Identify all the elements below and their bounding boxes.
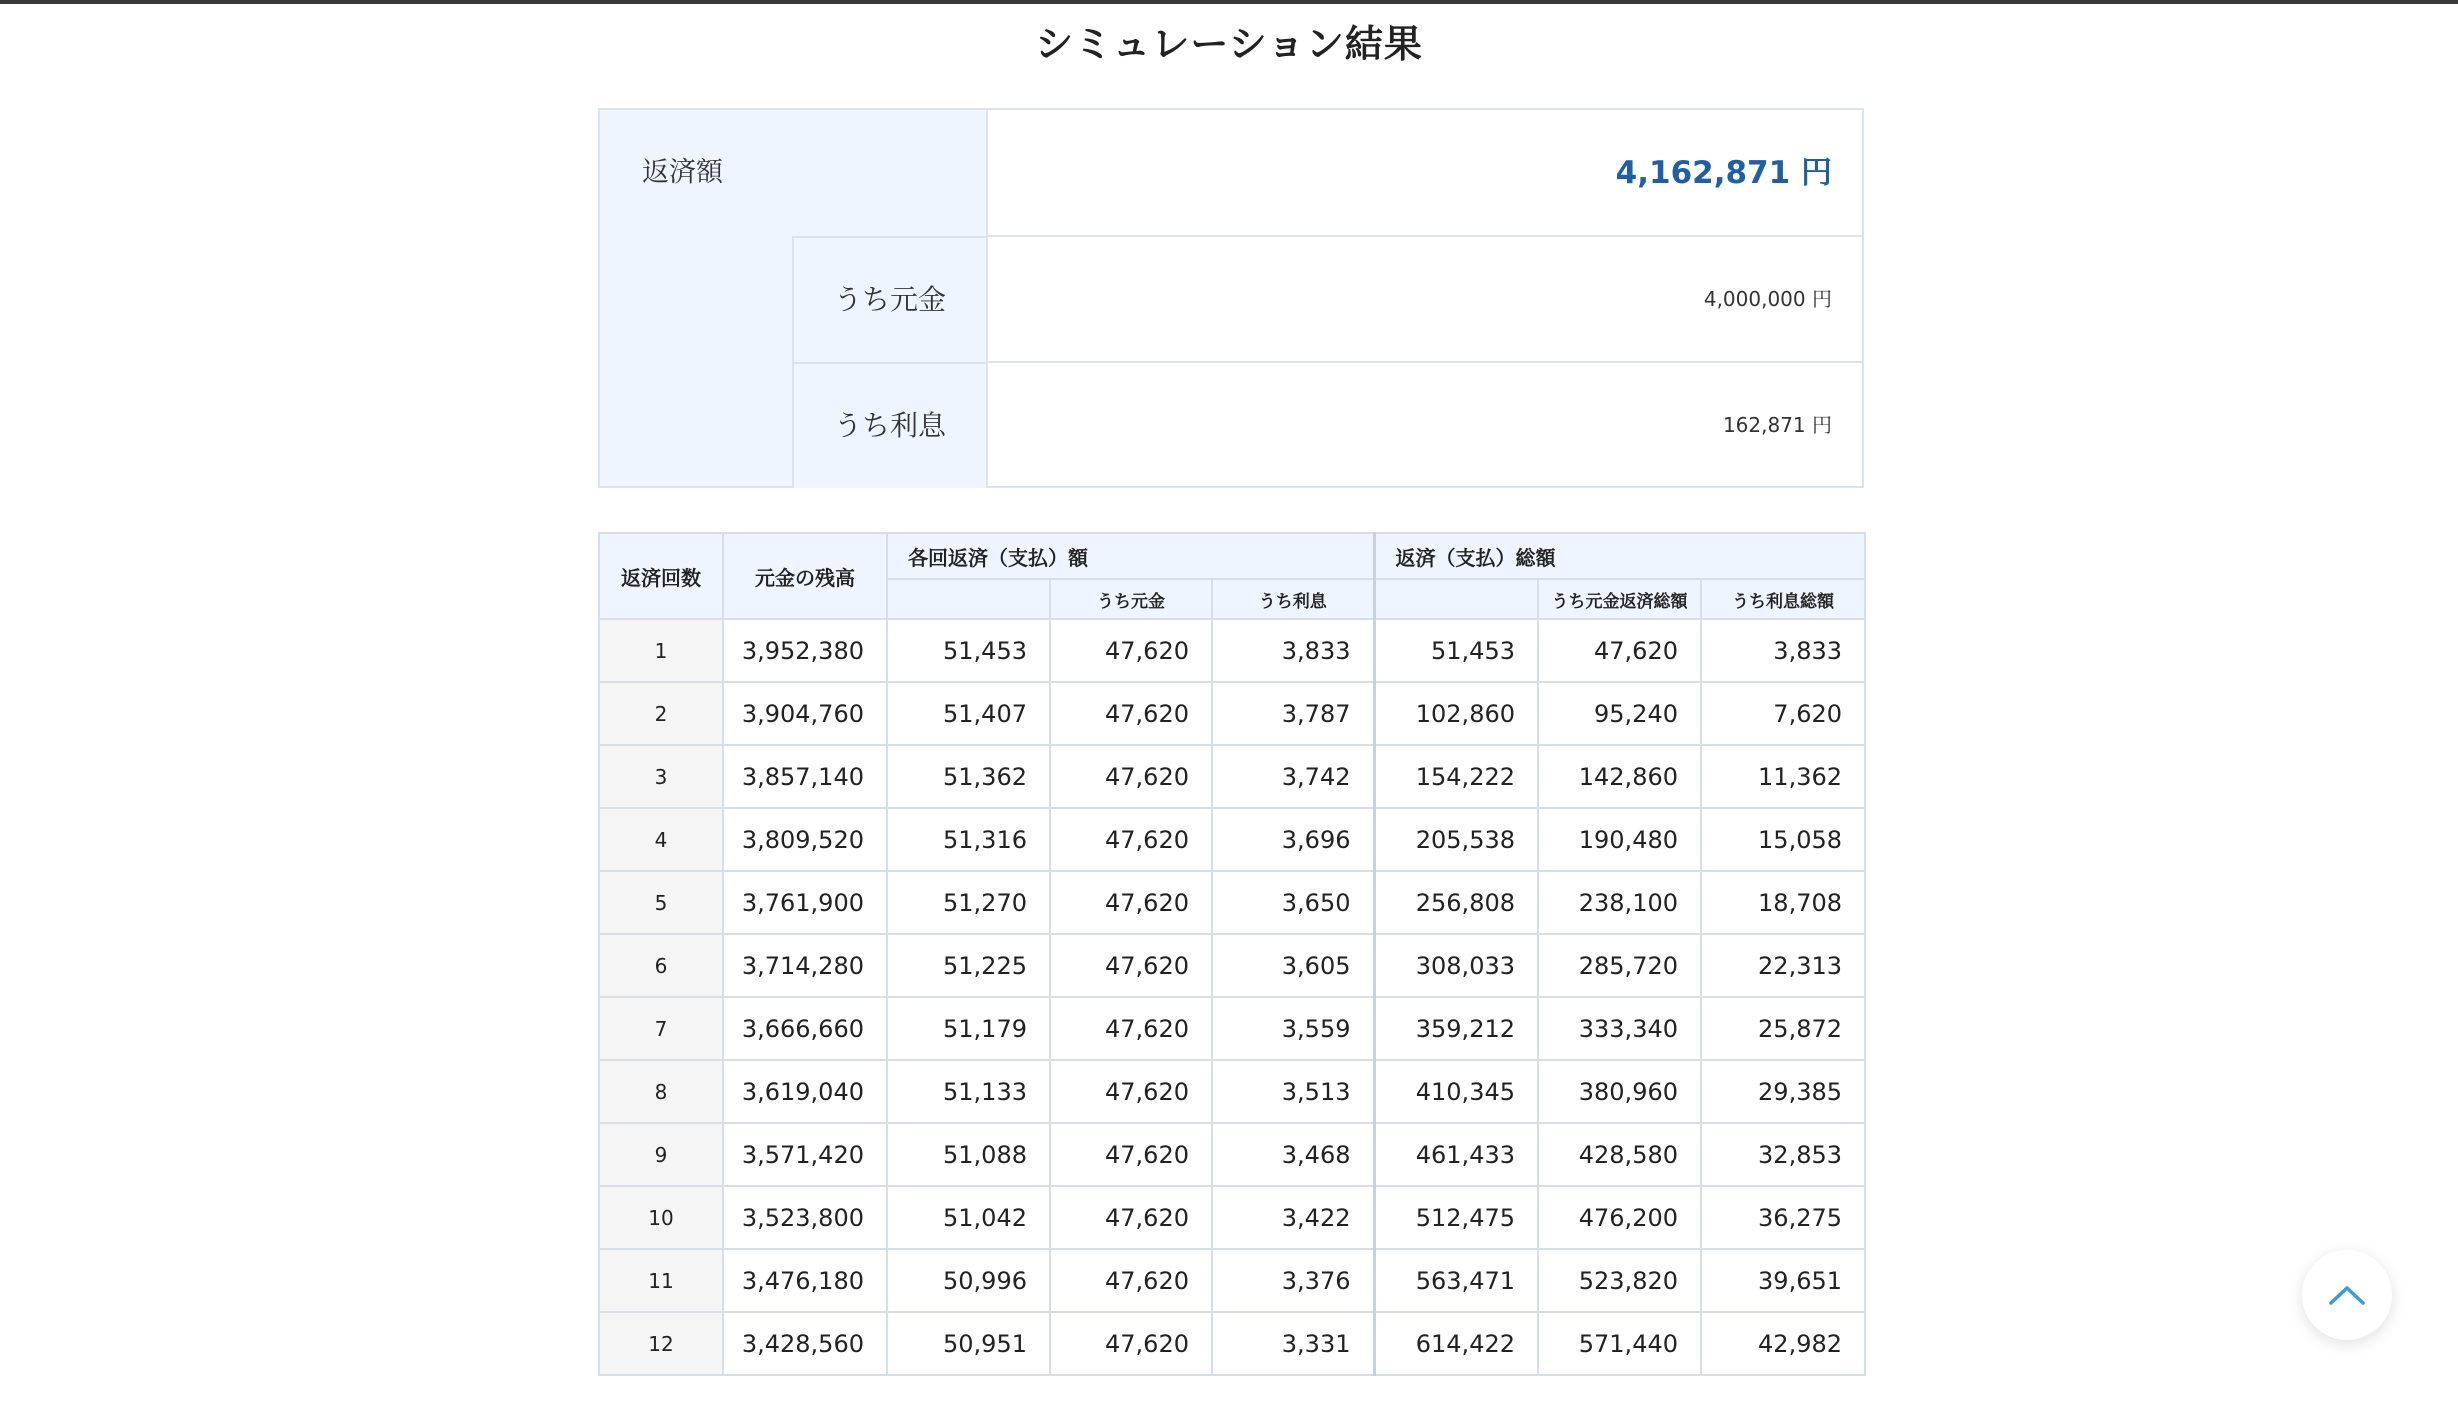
header-total-interest: うち利息総額 (1701, 579, 1865, 619)
total-principal-cell: 380,960 (1538, 1060, 1701, 1123)
each-interest-cell: 3,605 (1212, 934, 1374, 997)
total-payment-cell: 614,422 (1374, 1312, 1538, 1375)
each-principal-cell: 47,620 (1050, 997, 1212, 1060)
repayment-schedule-table (598, 532, 1866, 1376)
header-balance: 元金の残高 (723, 533, 887, 619)
table-row (599, 808, 1865, 871)
table-row (599, 997, 1865, 1060)
payment-number-cell: 1 (599, 619, 723, 682)
total-payment-cell: 359,212 (1374, 997, 1538, 1060)
principal-balance-cell: 3,619,040 (723, 1060, 887, 1123)
payment-number-cell: 4 (599, 808, 723, 871)
principal-balance-cell: 3,714,280 (723, 934, 887, 997)
total-interest-cell: 22,313 (1701, 934, 1865, 997)
each-principal-cell: 47,620 (1050, 934, 1212, 997)
each-payment-cell: 51,179 (887, 997, 1050, 1060)
total-interest-cell: 18,708 (1701, 871, 1865, 934)
total-interest-cell: 7,620 (1701, 682, 1865, 745)
total-repayment-value: 4,162,871 円 (1615, 155, 1832, 191)
header-count: 返済回数 (599, 533, 723, 619)
total-interest-cell: 15,058 (1701, 808, 1865, 871)
header-total-payment (1374, 579, 1538, 619)
total-interest-cell: 29,385 (1701, 1060, 1865, 1123)
payment-number-cell: 9 (599, 1123, 723, 1186)
each-payment-cell: 51,133 (887, 1060, 1050, 1123)
total-interest-cell: 11,362 (1701, 745, 1865, 808)
total-payment-cell: 563,471 (1374, 1249, 1538, 1312)
each-principal-cell: 47,620 (1050, 1312, 1212, 1375)
table-row (599, 1060, 1865, 1123)
total-interest-cell: 3,833 (1701, 619, 1865, 682)
each-payment-cell: 50,951 (887, 1312, 1050, 1375)
total-interest-cell: 32,853 (1701, 1123, 1865, 1186)
each-interest-cell: 3,696 (1212, 808, 1374, 871)
header-total-principal: うち元金返済総額 (1538, 579, 1701, 619)
each-payment-cell: 51,316 (887, 808, 1050, 871)
principal-balance-cell: 3,809,520 (723, 808, 887, 871)
total-principal-cell: 190,480 (1538, 808, 1701, 871)
interest-value: 162,871 円 (1722, 413, 1832, 437)
top-border (0, 0, 2458, 4)
each-payment-cell: 51,042 (887, 1186, 1050, 1249)
payment-number-cell: 10 (599, 1186, 723, 1249)
total-payment-cell: 410,345 (1374, 1060, 1538, 1123)
total-payment-cell: 256,808 (1374, 871, 1538, 934)
payment-number-cell: 2 (599, 682, 723, 745)
payment-number-cell: 7 (599, 997, 723, 1060)
principal-value: 4,000,000 円 (1703, 287, 1832, 311)
total-payment-cell: 102,860 (1374, 682, 1538, 745)
each-principal-cell: 47,620 (1050, 1060, 1212, 1123)
payment-number-cell: 12 (599, 1312, 723, 1375)
total-interest-cell: 39,651 (1701, 1249, 1865, 1312)
each-payment-cell: 51,407 (887, 682, 1050, 745)
each-interest-cell: 3,422 (1212, 1186, 1374, 1249)
schedule-body (599, 619, 1865, 1375)
header-each-payment-group: 各回返済（支払）額 (887, 533, 1374, 579)
principal-balance-cell: 3,428,560 (723, 1312, 887, 1375)
each-payment-cell: 51,453 (887, 619, 1050, 682)
table-row (599, 871, 1865, 934)
total-principal-cell: 571,440 (1538, 1312, 1701, 1375)
each-principal-cell: 47,620 (1050, 808, 1212, 871)
each-interest-cell: 3,833 (1212, 619, 1374, 682)
each-payment-cell: 51,270 (887, 871, 1050, 934)
chevron-up-icon (2327, 1283, 2367, 1307)
table-row (599, 682, 1865, 745)
each-payment-cell: 51,225 (887, 934, 1050, 997)
payment-number-cell: 11 (599, 1249, 723, 1312)
principal-balance-cell: 3,761,900 (723, 871, 887, 934)
each-interest-cell: 3,331 (1212, 1312, 1374, 1375)
total-principal-cell: 95,240 (1538, 682, 1701, 745)
total-interest-cell: 25,872 (1701, 997, 1865, 1060)
table-row (599, 1186, 1865, 1249)
payment-number-cell: 3 (599, 745, 723, 808)
table-row (599, 619, 1865, 682)
each-interest-cell: 3,513 (1212, 1060, 1374, 1123)
each-principal-cell: 47,620 (1050, 619, 1212, 682)
table-row (599, 1123, 1865, 1186)
payment-number-cell: 6 (599, 934, 723, 997)
principal-balance-cell: 3,666,660 (723, 997, 887, 1060)
total-principal-cell: 333,340 (1538, 997, 1701, 1060)
back-to-top-button[interactable] (2302, 1250, 2392, 1340)
table-row (599, 1249, 1865, 1312)
each-principal-cell: 47,620 (1050, 682, 1212, 745)
total-payment-cell: 154,222 (1374, 745, 1538, 808)
header-each-interest: うち利息 (1212, 579, 1374, 619)
total-principal-cell: 142,860 (1538, 745, 1701, 808)
principal-balance-cell: 3,571,420 (723, 1123, 887, 1186)
total-principal-cell: 285,720 (1538, 934, 1701, 997)
interest-label: うち利息 (792, 362, 986, 488)
each-interest-cell: 3,559 (1212, 997, 1374, 1060)
total-interest-cell: 42,982 (1701, 1312, 1865, 1375)
each-interest-cell: 3,468 (1212, 1123, 1374, 1186)
each-interest-cell: 3,650 (1212, 871, 1374, 934)
total-repayment-label: 返済額 (642, 157, 723, 188)
principal-balance-cell: 3,476,180 (723, 1249, 887, 1312)
header-each-principal: うち元金 (1050, 579, 1212, 619)
principal-balance-cell: 3,952,380 (723, 619, 887, 682)
total-principal-cell: 523,820 (1538, 1249, 1701, 1312)
header-total-payment-group: 返済（支払）総額 (1374, 533, 1865, 579)
total-principal-cell: 47,620 (1538, 619, 1701, 682)
total-interest-cell: 36,275 (1701, 1186, 1865, 1249)
table-row (599, 1312, 1865, 1375)
total-principal-cell: 238,100 (1538, 871, 1701, 934)
each-payment-cell: 50,996 (887, 1249, 1050, 1312)
each-principal-cell: 47,620 (1050, 1249, 1212, 1312)
principal-balance-cell: 3,904,760 (723, 682, 887, 745)
table-row (599, 934, 1865, 997)
each-interest-cell: 3,742 (1212, 745, 1374, 808)
table-row (599, 745, 1865, 808)
total-payment-cell: 461,433 (1374, 1123, 1538, 1186)
total-principal-cell: 428,580 (1538, 1123, 1701, 1186)
payment-number-cell: 8 (599, 1060, 723, 1123)
each-interest-cell: 3,787 (1212, 682, 1374, 745)
each-payment-cell: 51,088 (887, 1123, 1050, 1186)
payment-number-cell: 5 (599, 871, 723, 934)
header-each-payment (887, 579, 1050, 619)
each-principal-cell: 47,620 (1050, 1123, 1212, 1186)
total-payment-cell: 205,538 (1374, 808, 1538, 871)
each-payment-cell: 51,362 (887, 745, 1050, 808)
total-payment-cell: 308,033 (1374, 934, 1538, 997)
total-payment-cell: 512,475 (1374, 1186, 1538, 1249)
principal-label: うち元金 (792, 236, 986, 362)
total-payment-cell: 51,453 (1374, 619, 1538, 682)
each-principal-cell: 47,620 (1050, 1186, 1212, 1249)
summary-table (598, 108, 1864, 488)
principal-balance-cell: 3,857,140 (723, 745, 887, 808)
each-interest-cell: 3,376 (1212, 1249, 1374, 1312)
each-principal-cell: 47,620 (1050, 745, 1212, 808)
page-title: シミュレーション結果 (1035, 22, 1423, 66)
each-principal-cell: 47,620 (1050, 871, 1212, 934)
principal-balance-cell: 3,523,800 (723, 1186, 887, 1249)
total-principal-cell: 476,200 (1538, 1186, 1701, 1249)
